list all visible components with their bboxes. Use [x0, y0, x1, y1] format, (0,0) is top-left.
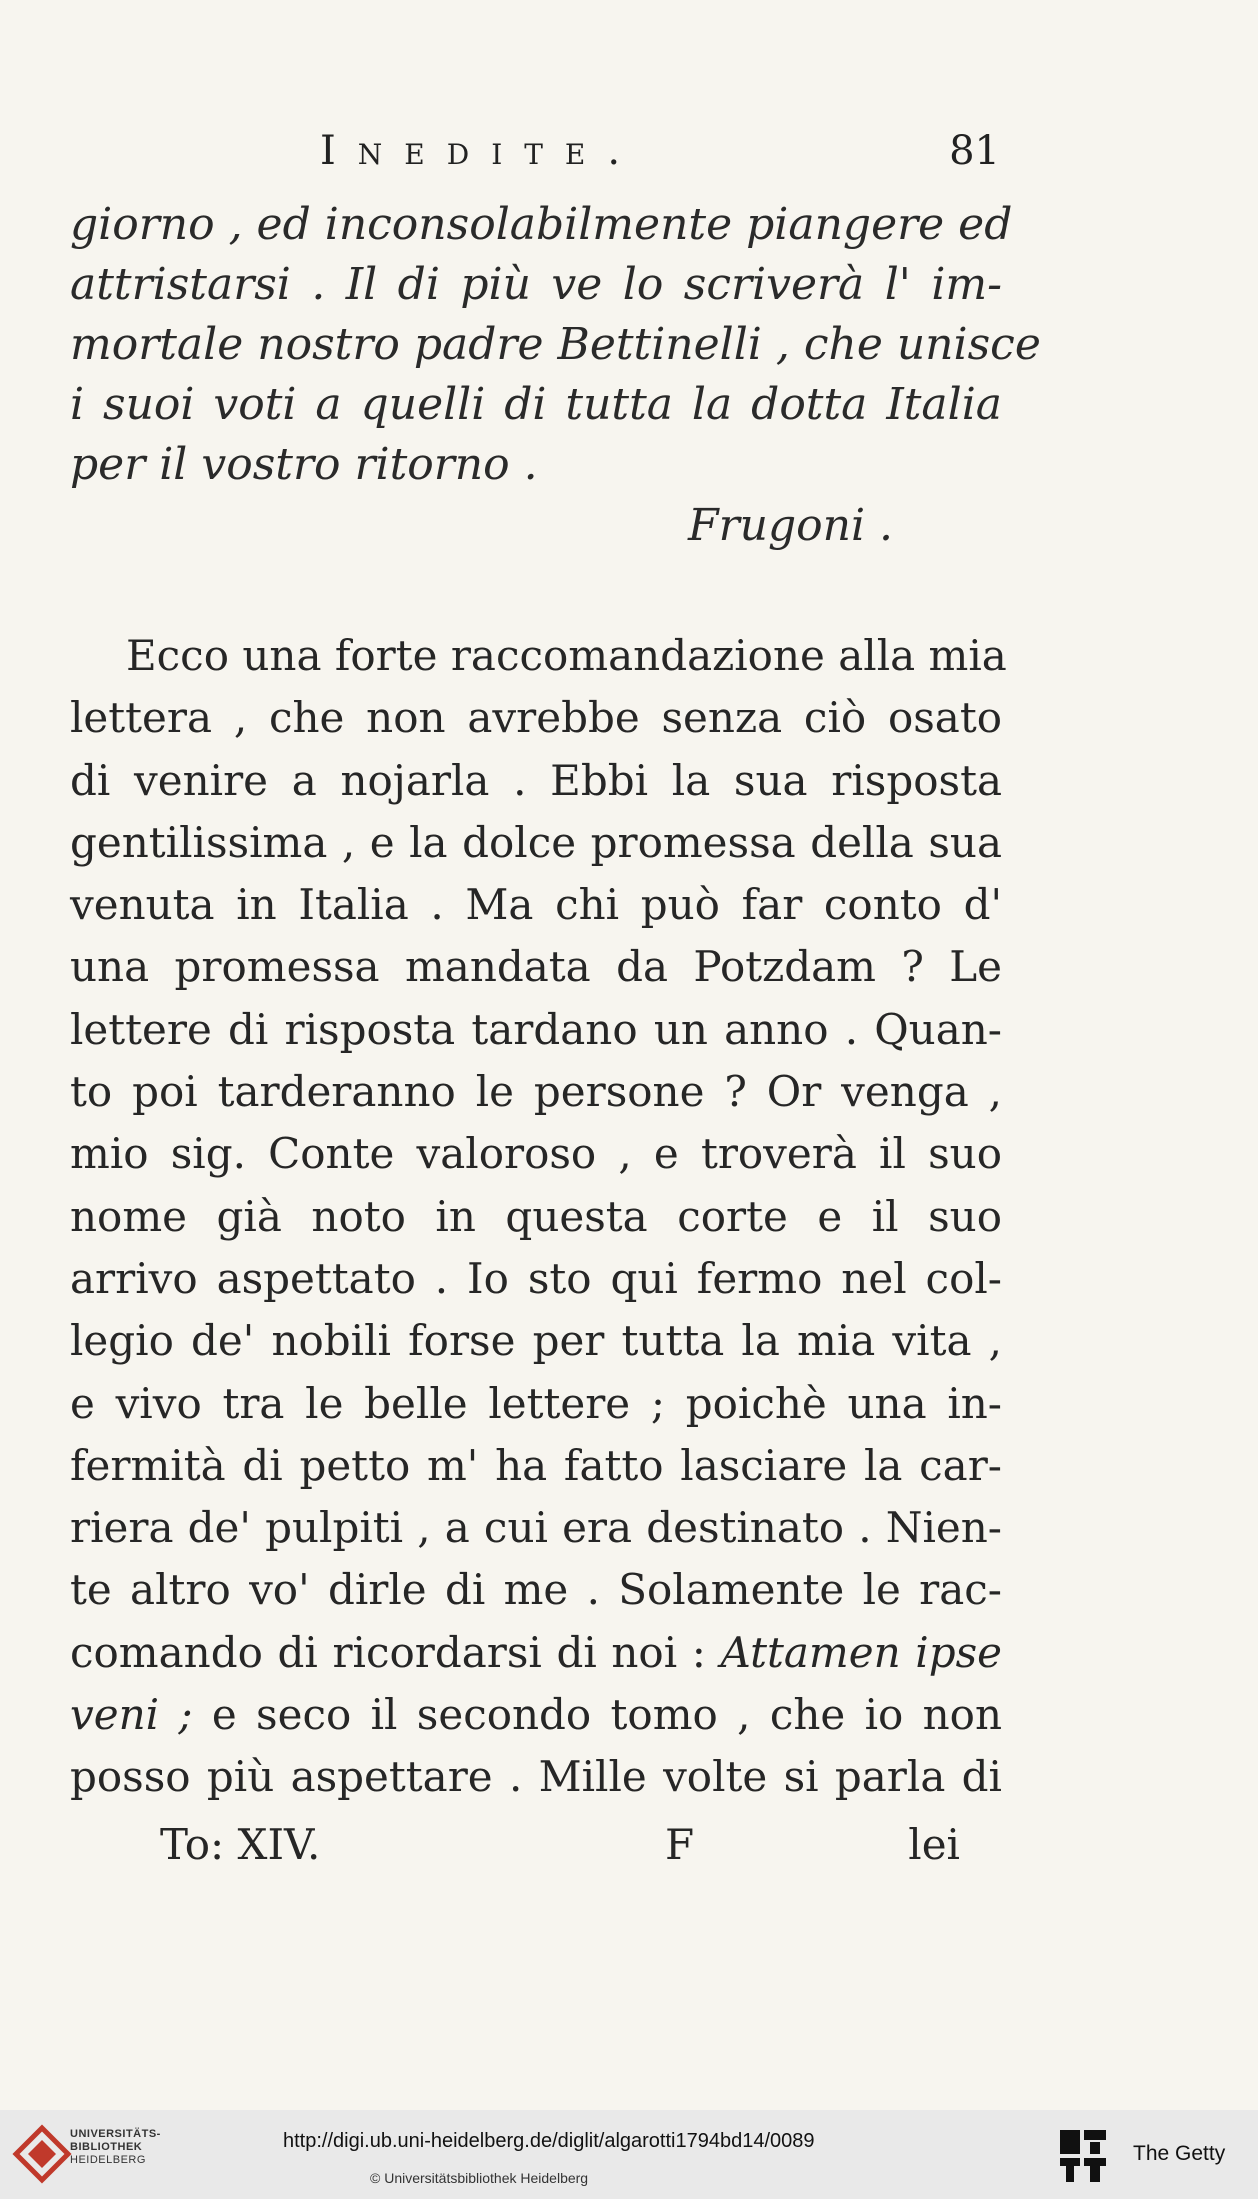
- signature-letter: F: [665, 1820, 695, 1869]
- library-name-line: HEIDELBERG: [70, 2154, 146, 2166]
- getty-label: The Getty: [1133, 2142, 1226, 2165]
- text-line: una promessa mandata da Potzdam ? Le: [70, 942, 1002, 992]
- viewer-footer: [0, 2110, 1258, 2199]
- text-segment: e seco il secondo tomo , che io non: [211, 1690, 1002, 1740]
- text-line: di venire a nojarla . Ebbi la sua risposta: [70, 755, 1002, 805]
- permalink-url[interactable]: http://digi.ub.uni-heidelberg.de/diglit/algarotti1794bd14/0089: [283, 2130, 815, 2152]
- text-line: [70, 1622, 1002, 1684]
- text-line: mio sig. Conte valoroso , e troverà il suo: [70, 1129, 1002, 1179]
- text-line: te altro vo' dirle di me . Solamente le rac-: [70, 1565, 1002, 1615]
- letter-closing-text: [70, 195, 1041, 495]
- text-line: i suoi voti a quelli di tutta la dotta Italia: [70, 379, 1002, 430]
- text-line: mortale nostro padre Bettinelli , che unisce: [70, 319, 1041, 370]
- letter-signature: Frugoni .: [688, 500, 893, 551]
- latin-quote: Attamen ipse: [720, 1627, 1003, 1677]
- running-title: Inedite.: [320, 128, 643, 174]
- page-header: [70, 128, 1000, 178]
- library-name: [70, 2128, 161, 2167]
- text-line: gentilissima , e la dolce promessa della sua: [70, 817, 1002, 867]
- text-line: lettere di risposta tardano un anno . Quan-: [70, 1004, 1002, 1054]
- volume-mark: To: XIV.: [160, 1820, 321, 1869]
- university-library-logo-icon: [12, 2124, 72, 2184]
- catchword: lei: [908, 1820, 960, 1869]
- text-line: Ecco una forte raccomandazione alla mia: [126, 631, 1007, 680]
- library-name-line: BIBLIOTHEK: [70, 2141, 143, 2153]
- text-segment: comando di ricordarsi di noi :: [70, 1627, 706, 1677]
- getty-logo-icon: [1058, 2128, 1108, 2184]
- text-line: giorno , ed inconsolabilmente piangere ed: [70, 199, 1013, 250]
- text-line: fermità di petto m' ha fatto lasciare la car-: [70, 1440, 1002, 1490]
- body-paragraph: [70, 625, 1007, 1809]
- text-line: nome già noto in questa corte e il suo: [70, 1191, 1002, 1241]
- text-line: riera de' pulpiti , a cui era destinato . Nien-: [70, 1503, 1002, 1553]
- library-name-line: UNIVERSITÄTS-: [70, 2128, 161, 2140]
- signature-line: [160, 1820, 960, 1880]
- text-line: attristarsi . Il di più ve lo scriverà l' im-: [70, 259, 1002, 310]
- text-line: [70, 1684, 1002, 1746]
- text-line: to poi tarderanno le persone ? Or venga ,: [70, 1067, 1002, 1117]
- text-line: per il vostro ritorno .: [70, 439, 538, 490]
- text-line: e vivo tra le belle lettere ; poichè una in-: [70, 1378, 1002, 1428]
- text-line: legio de' nobili forse per tutta la mia vita ,: [70, 1316, 1002, 1366]
- latin-quote: veni ;: [70, 1690, 193, 1740]
- text-line: venuta in Italia . Ma chi può far conto d': [70, 880, 1002, 930]
- text-line: posso più aspettare . Mille volte si parla di: [70, 1752, 1002, 1802]
- text-line: arrivo aspettato . Io sto qui fermo nel col-: [70, 1253, 1002, 1303]
- copyright-notice: © Universitätsbibliothek Heidelberg: [370, 2170, 589, 2186]
- text-line: lettera , che non avrebbe senza ciò osato: [70, 693, 1002, 743]
- page-number: 81: [949, 128, 1000, 174]
